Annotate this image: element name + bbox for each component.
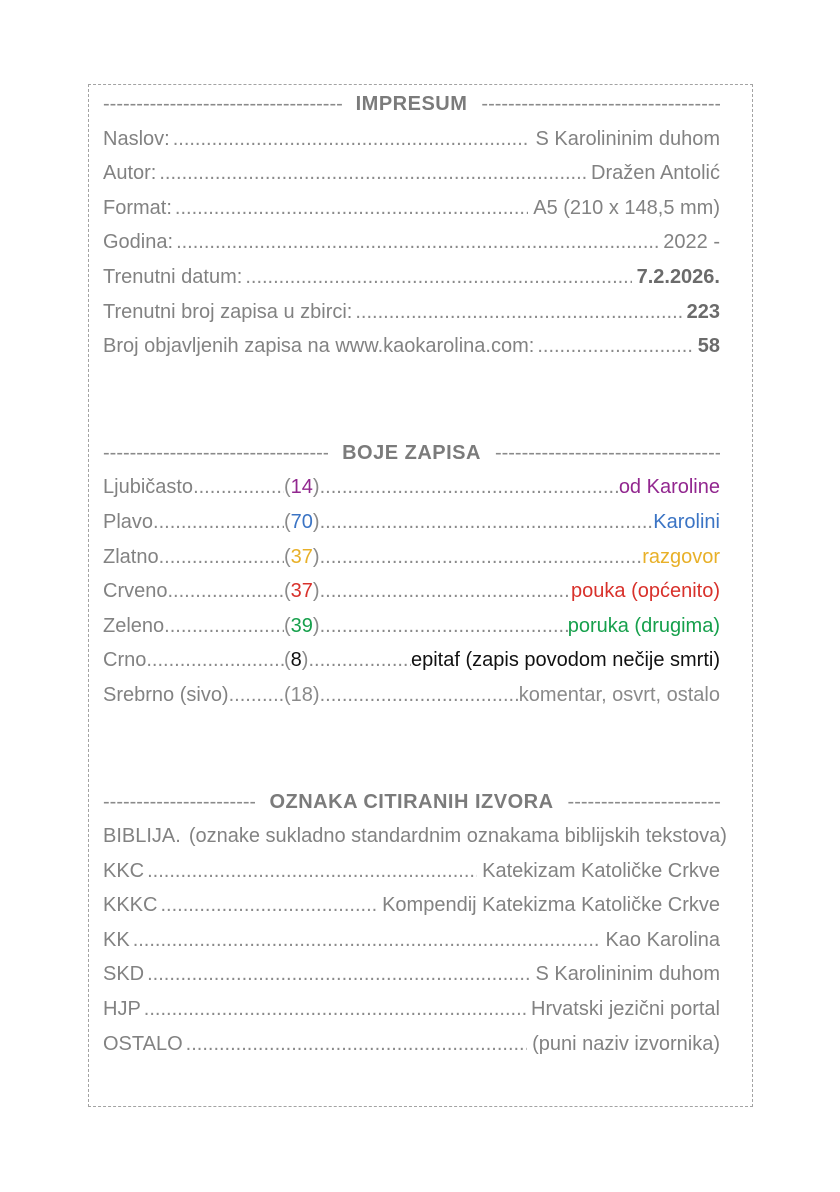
field-label: Naslov:	[103, 127, 170, 150]
record-count	[284, 540, 320, 575]
source-abbr: OSTALO	[103, 1032, 183, 1055]
count-number: 14	[290, 476, 313, 499]
dot-leader	[164, 609, 284, 644]
record-count	[284, 678, 320, 713]
dash-rule	[495, 436, 720, 471]
color-label: Crveno	[103, 580, 168, 603]
source-abbr: HJP	[103, 998, 141, 1021]
record-count	[284, 505, 320, 540]
paren-open: (	[284, 649, 291, 672]
source-row-skd	[103, 957, 720, 992]
dot-leader	[176, 225, 658, 260]
color-meaning: od Karoline	[618, 476, 720, 499]
paren-close: )	[312, 614, 320, 637]
dot-leader	[308, 643, 411, 678]
dash-rule	[568, 785, 720, 820]
paren-open: (	[284, 510, 291, 533]
field-value: 2022 -	[663, 231, 720, 254]
paren-close: )	[312, 510, 320, 533]
field-label: Broj objavljenih zapisa na www.kaokarolina.com:	[103, 335, 535, 358]
section-header-izvori	[103, 785, 720, 820]
field-label: Trenutni broj zapisa u zbirci:	[103, 300, 353, 323]
dot-leader	[167, 574, 284, 609]
paren-open: (	[284, 580, 291, 603]
dot-leader	[320, 609, 568, 644]
dash-rule	[103, 436, 328, 471]
field-value: 58	[697, 335, 720, 358]
paren-close: )	[312, 683, 320, 706]
paren-open: (	[284, 683, 291, 706]
paren-close: )	[312, 476, 320, 499]
dot-leader	[159, 156, 586, 191]
source-abbr: KKKC	[103, 894, 158, 917]
source-name: S Karolininim duhom	[535, 963, 720, 986]
source-name: Kao Karolina	[605, 928, 720, 951]
field-value: 7.2.2026.	[636, 265, 720, 288]
dot-leader	[175, 191, 528, 226]
color-row-srebrno	[103, 678, 720, 713]
count-number: 37	[290, 580, 313, 603]
color-label: Zlatno	[103, 545, 159, 568]
paren-close: )	[312, 580, 320, 603]
impresum-row-objavljeni-zapisi	[103, 329, 720, 364]
dot-leader	[245, 260, 631, 295]
section-header-boje-zapisa	[103, 436, 720, 471]
section-header-impresum	[103, 87, 720, 122]
dash-rule	[103, 785, 255, 820]
impresum-row-format	[103, 191, 720, 226]
dot-leader	[320, 678, 519, 713]
record-count	[284, 643, 308, 678]
field-value: A5 (210 x 148,5 mm)	[533, 196, 720, 219]
source-row-kkc	[103, 854, 720, 889]
dot-leader	[160, 888, 377, 923]
paren-open: (	[284, 476, 291, 499]
color-label: Srebrno (sivo)	[103, 683, 229, 706]
color-row-zlatno	[103, 540, 720, 575]
color-row-zeleno	[103, 609, 720, 644]
dash-rule	[481, 87, 720, 122]
dot-leader	[537, 329, 692, 364]
field-label: Trenutni datum:	[103, 265, 243, 288]
dot-leader	[320, 540, 643, 575]
source-abbr: BIBLIJA.	[103, 825, 181, 848]
section-title: OZNAKA CITIRANIH IZVORA	[269, 790, 554, 813]
source-row-kk	[103, 923, 720, 958]
count-number: 18	[290, 683, 313, 706]
dot-leader	[144, 992, 526, 1027]
dot-leader	[320, 574, 571, 609]
dot-leader	[133, 923, 601, 958]
record-count	[284, 470, 320, 505]
impresum-row-trenutni-datum	[103, 260, 720, 295]
dash-rule	[103, 87, 342, 122]
color-label: Ljubičasto	[103, 476, 194, 499]
field-value: 223	[686, 300, 720, 323]
color-meaning: poruka (drugima)	[567, 614, 720, 637]
field-label: Godina:	[103, 231, 174, 254]
field-label: Autor:	[103, 162, 157, 185]
dot-leader	[229, 678, 284, 713]
source-row-hjp	[103, 992, 720, 1027]
impresum-row-autor	[103, 156, 720, 191]
impresum-page	[88, 84, 753, 1107]
dot-leader	[153, 505, 284, 540]
dot-leader	[355, 295, 681, 330]
dot-leader	[320, 505, 654, 540]
source-name: (puni naziv izvornika)	[532, 1032, 720, 1055]
color-meaning: komentar, osvrt, ostalo	[518, 683, 720, 706]
source-abbr: KKC	[103, 859, 145, 882]
dot-leader	[146, 643, 284, 678]
paren-close: )	[312, 545, 320, 568]
color-meaning: epitaf (zapis povodom nečije smrti)	[410, 649, 720, 672]
dot-leader	[147, 854, 477, 889]
source-name: Kompendij Katekizma Katoličke Crkve	[382, 894, 720, 917]
color-label: Zeleno	[103, 614, 165, 637]
dot-leader	[320, 470, 619, 505]
paren-close: )	[301, 649, 309, 672]
source-name: Hrvatski jezični portal	[531, 998, 720, 1021]
color-row-crveno	[103, 574, 720, 609]
dot-leader	[173, 122, 531, 157]
count-number: 70	[290, 510, 313, 533]
impresum-row-godina	[103, 225, 720, 260]
paren-open: (	[284, 614, 291, 637]
dot-leader	[159, 540, 284, 575]
color-meaning: razgovor	[642, 545, 720, 568]
color-row-crno	[103, 643, 720, 678]
impresum-row-broj-zapisa	[103, 295, 720, 330]
color-row-plavo	[103, 505, 720, 540]
source-abbr: SKD	[103, 963, 145, 986]
count-number: 8	[290, 649, 302, 672]
color-label: Plavo	[103, 510, 154, 533]
source-row-biblija	[103, 819, 727, 854]
color-label: Crno	[103, 649, 147, 672]
paren-open: (	[284, 545, 291, 568]
impresum-row-naslov	[103, 122, 720, 157]
section-title: BOJE ZAPISA	[342, 441, 481, 464]
field-label: Format:	[103, 196, 172, 219]
record-count	[284, 609, 320, 644]
record-count	[284, 574, 320, 609]
source-row-kkkc	[103, 888, 720, 923]
field-value: Dražen Antolić	[591, 162, 720, 185]
source-abbr: KK	[103, 928, 130, 951]
color-meaning: Karolini	[653, 510, 720, 533]
field-value: S Karolininim duhom	[535, 127, 720, 150]
dot-leader	[186, 1027, 527, 1062]
source-name: Katekizam Katoličke Crkve	[482, 859, 720, 882]
dot-leader	[193, 470, 284, 505]
count-number: 39	[290, 614, 313, 637]
color-row-ljubicasto	[103, 470, 720, 505]
color-meaning: pouka (općenito)	[571, 580, 720, 603]
source-row-ostalo	[103, 1027, 720, 1062]
source-name: (oznake sukladno standardnim oznakama biblijskih tekstova)	[188, 825, 727, 848]
section-title: IMPRESUM	[355, 93, 468, 115]
dot-leader	[147, 957, 530, 992]
count-number: 37	[290, 545, 313, 568]
